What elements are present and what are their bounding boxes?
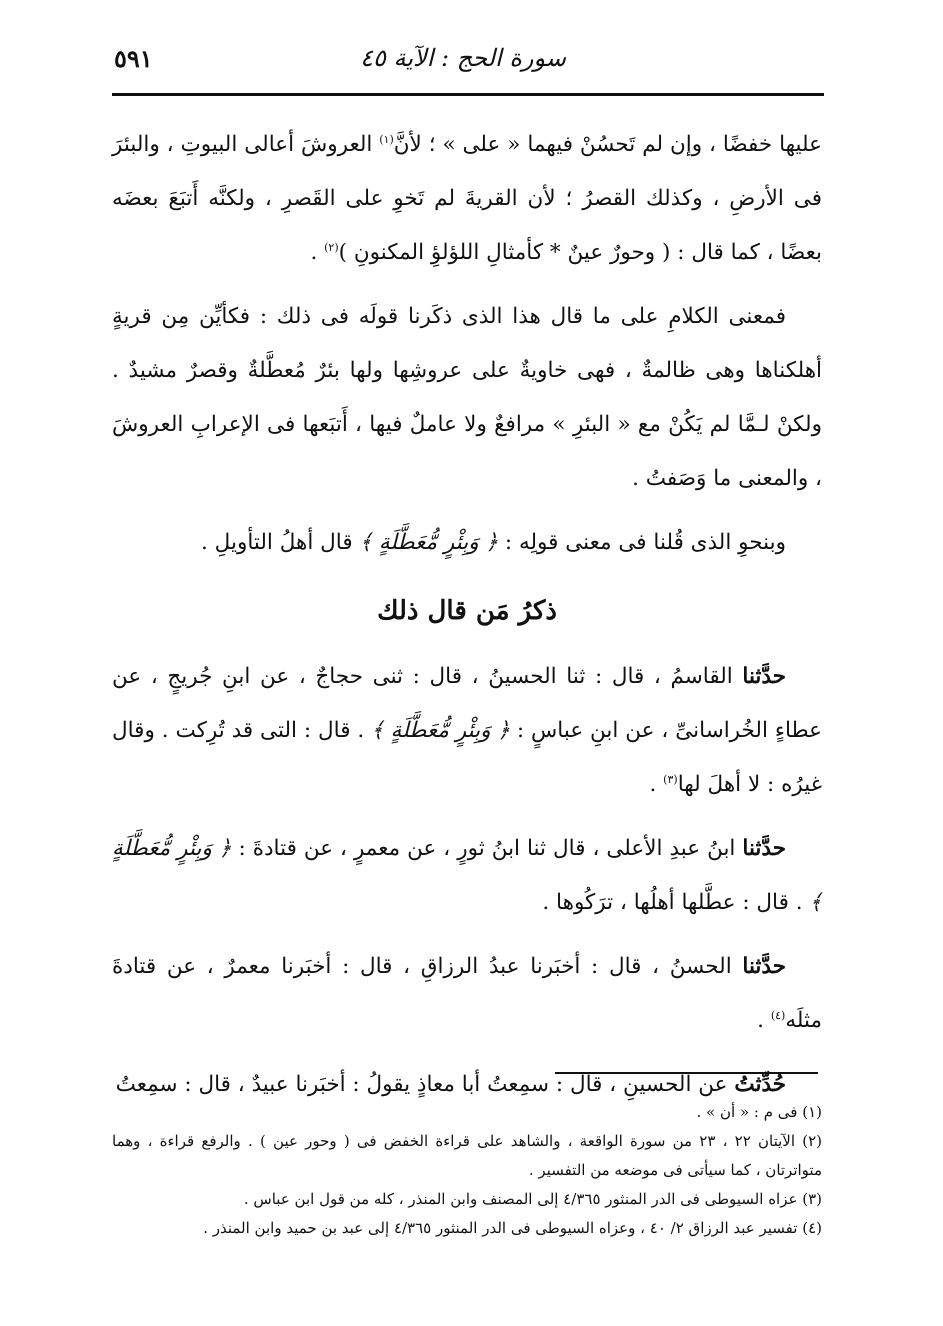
paragraph-3 (112, 516, 822, 570)
page-number: ٥٩١ (114, 44, 153, 73)
running-header (112, 40, 824, 84)
section-heading: ذكرُ مَن قال ذلك (377, 596, 557, 626)
quran-quote: ﴿ وَبِئْرٍ مُّعَطَّلَةٍ ﴾ (371, 718, 510, 743)
paragraph-1-text-b: العروشَ أعالى البيوتِ ، والبئرَ فى الأرضِ ، وكذلك القصرُ ؛ لأن القريةَ لم تَخوِ على القَصرِ ، ولكنَّه أَتبَعَ بعضَه بعضًا ، كما قال : ( وحورٌ عينٌ * كأمثالِ اللؤلؤِ المكنونِ ) (112, 132, 822, 265)
footnote-2: (٢) الآيتان ٢٢ ، ٢٣ من سورة الواقعة ، والشاهد على قراءة الخفض فى ( وحور عين ) . والرفع قراءة ، وهما متواترتان ، كما سيأتى فى موضعه من التفسير . (112, 1132, 822, 1179)
paragraph-6-text-b: . (757, 1008, 771, 1033)
paragraph-5-text-a: ابنُ عبدِ الأعلى ، قال ثنا ابنُ ثورٍ ، عن معمرٍ ، عن قتادةَ : (231, 836, 743, 861)
footnote-4: (٤) تفسير عبد الرزاق ٢/ ٤٠ ، وعزاه السيوطى فى الدر المنثور ٤/٣٦٥ إلى عبد بن حميد وابن المنذر . (203, 1219, 822, 1237)
footnote-ref-3: (٣) (663, 772, 678, 786)
paragraph-3-text-a: وبنحوِ الذى قُلنا فى معنى قولِه : (498, 530, 786, 555)
header-rule (112, 93, 824, 96)
quran-quote: ﴿ وَبِئْرٍ مُّعَطَّلَةٍ ﴾ (359, 530, 499, 555)
paragraph-1-text-a: عليها خفضًا ، وإن لم تَحسُنْ فيهما « على » ؛ لأنَّ (393, 132, 822, 157)
paragraph-4 (112, 650, 822, 812)
paragraph-7-text-a: عن الحسينِ ، قال : سمِعتُ أبا معاذٍ يقولُ : أخبَرنا عبيدٌ ، قال : سمِعتُ (115, 1072, 735, 1097)
paragraph-2: فمعنى الكلامِ على ما قال هذا الذى ذكَرنا قولَه فى ذلك : فكأيِّن مِن قريةٍ أهلكناها وهى ظالمةٌ ، فهى خاويةٌ على عروشِها ولها بئرٌ مُعطَّلةٌ وقصرٌ مشيدٌ . ولكنْ لـمَّا لم يَكُنْ مع « البئرِ » مرافعٌ ولا عاملٌ فيها ، أَتبَعها فى الإعرابِ العروشَ ، والمعنى ما وَصَفتُ . (112, 304, 822, 491)
isnad-lead-word: حدَّثنا (742, 954, 786, 979)
footnote-1: (١) فى م : « أن » . (696, 1103, 822, 1121)
paragraph-6-text-a: الحسنُ ، قال : أخبَرنا عبدُ الرزاقِ ، قال : أخبَرنا معمرٌ ، عن قتادةَ مثلَه (112, 954, 822, 1033)
footnote-3: (٣) عزاه السيوطى فى الدر المنثور ٤/٣٦٥ إلى المصنف وابن المنذر ، كله من قول ابن عباس . (243, 1190, 822, 1208)
paragraph-4-text-b: . قال : التى قد تُرِكت . وقال غيرُه : لا أهلَ لها (112, 718, 822, 797)
paragraph-1 (112, 118, 822, 280)
isnad-lead-word: حدَّثنا (742, 836, 786, 861)
paragraph-5 (112, 822, 822, 930)
running-head-title: سورة الحج : الآية ٤٥ (360, 44, 566, 72)
paragraph-3-text-b: قال أهلُ التأويلِ . (201, 530, 360, 555)
paragraph-6 (112, 940, 822, 1048)
paragraph-5-text-b: . قال : عطَّلها أهلُها ، ترَكُوها . (542, 890, 810, 915)
main-text (112, 118, 822, 1112)
footnote-ref-1: (١) (379, 132, 394, 146)
footnotes (112, 1098, 822, 1243)
footnote-ref-2: (٢) (324, 240, 339, 254)
paragraph-4-text-a: القاسمُ ، قال : ثنا الحسينُ ، قال : ثنى حجاجٌ ، عن ابنِ جُريجٍ ، عن عطاءٍ الخُراسانىِّ ، عن ابنِ عباسٍ : (112, 664, 822, 743)
isnad-lead-word: حدَّثنا (742, 664, 786, 689)
paragraph-1-text-c: . (310, 240, 325, 265)
isnad-lead-word: حُدِّثتُ (734, 1072, 786, 1097)
footnote-rule (555, 1072, 818, 1074)
footnote-ref-4: (٤) (770, 1008, 786, 1022)
quran-quote: ﴿ وَبِئْرٍ مُّعَطَّلَةٍ ﴾ (112, 836, 822, 915)
paragraph-4-text-c: . (649, 772, 664, 797)
